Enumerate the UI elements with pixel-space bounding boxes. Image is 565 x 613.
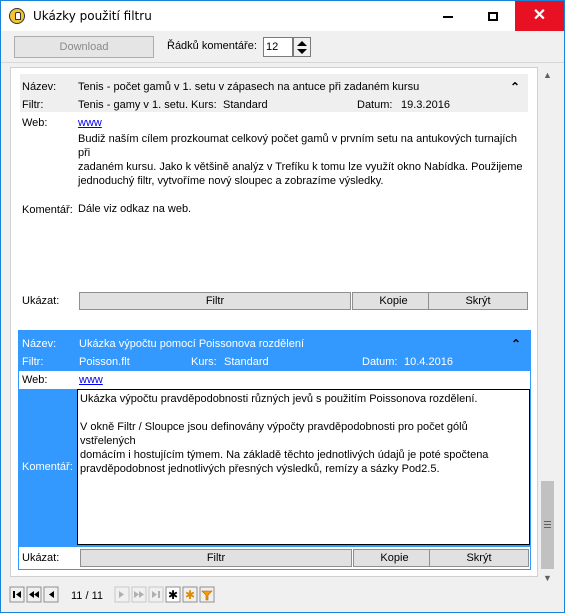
filter-label: Filtr: <box>22 99 44 111</box>
grip-icon <box>544 521 551 528</box>
date-label: Datum: <box>357 99 393 111</box>
prev-page-icon[interactable] <box>27 587 41 602</box>
scroll-down-icon[interactable]: ▼ <box>543 573 552 583</box>
collapse-chevron-icon[interactable]: ⌃ <box>509 80 521 94</box>
vertical-scrollbar[interactable] <box>539 67 556 587</box>
comment-label: Komentář: <box>22 461 73 473</box>
delete-record-icon[interactable] <box>183 587 197 602</box>
close-button[interactable] <box>515 1 564 31</box>
scroll-thumb[interactable] <box>541 481 554 569</box>
name-label: Název: <box>22 338 57 350</box>
next-record-icon[interactable] <box>115 587 129 602</box>
record-course: Standard <box>223 99 268 111</box>
record-date: 19.3.2016 <box>401 99 450 111</box>
comment-line: pravděpodobnost jednotlivých přesných výsledků, remízy a sázky Pod2.5. <box>80 463 440 475</box>
app-icon <box>9 8 25 24</box>
course-label: Kurs: <box>191 99 217 111</box>
svg-text:✱: ✱ <box>184 588 196 602</box>
record-card-selected[interactable] <box>18 330 531 570</box>
course-label: Kurs: <box>191 356 217 368</box>
record-name: Ukázka výpočtu pomocí Poissonova rozdělení <box>79 338 305 350</box>
new-record-icon[interactable] <box>166 587 180 602</box>
copy-button[interactable]: Kopie <box>352 292 435 310</box>
copy-button[interactable]: Kopie <box>353 549 436 567</box>
minimize-button[interactable] <box>425 1 470 31</box>
record-filter: Tenis - gamy v 1. setu. <box>78 99 189 111</box>
collapse-chevron-icon[interactable]: ⌃ <box>510 337 522 351</box>
comment-rows-input[interactable]: 12 <box>263 37 293 57</box>
record-position: 11 / 11 <box>71 590 104 602</box>
comment-label: Komentář: <box>22 204 73 216</box>
download-button[interactable]: Download <box>14 36 154 58</box>
toolbar <box>1 31 564 63</box>
description-line: Budiž naším cílem prozkoumat celkový počet gamů v prvním setu na antukových turnajích při <box>78 133 517 159</box>
maximize-button[interactable] <box>470 1 515 31</box>
spin-up-icon[interactable] <box>297 41 307 46</box>
comment-line: V okně Filtr / Sloupce jsou definovány výpočty pravděpodobnosti pro počet gólů vstřelených <box>80 421 468 447</box>
scroll-up-icon[interactable]: ▲ <box>543 70 552 80</box>
record-card <box>11 68 537 318</box>
name-label: Název: <box>22 81 57 93</box>
comment-box[interactable] <box>77 389 530 545</box>
record-filter: Poisson.flt <box>79 356 130 368</box>
record-date: 10.4.2016 <box>404 356 453 368</box>
date-label: Datum: <box>362 356 398 368</box>
comment-line <box>80 406 525 420</box>
minimize-icon <box>443 16 453 18</box>
record-description <box>78 132 528 216</box>
filter-label: Filtr: <box>22 356 44 368</box>
next-page-icon[interactable] <box>132 587 146 602</box>
description-line: zadaném kursu. Jako k většině analýz v Trefíku k tomu lze využít okno Nabídka. Použijeme <box>78 161 523 173</box>
description-line: jednoduchý filtr, vytvoříme nový sloupec a zobrazíme výsledky. <box>78 175 384 187</box>
record-comment <box>80 392 525 476</box>
record-course: Standard <box>224 356 269 368</box>
comment-line: Ukázka výpočtu pravděpodobnosti různých jevů s použitím Poissonova rozdělení. <box>80 393 478 405</box>
description-line: Dále viz odkaz na web. <box>78 203 192 215</box>
maximize-icon <box>488 12 498 21</box>
title-bar[interactable] <box>1 1 564 31</box>
first-record-icon[interactable] <box>10 587 24 602</box>
spin-down-icon[interactable] <box>297 49 307 54</box>
filter-button[interactable]: Filtr <box>80 549 352 567</box>
hide-button[interactable]: Skrýt <box>428 292 528 310</box>
records-panel <box>10 67 538 577</box>
prev-record-icon[interactable] <box>44 587 58 602</box>
record-navigator <box>1 583 564 612</box>
web-link[interactable]: www <box>79 374 103 386</box>
comment-line: domácím i hostujícím týmem. Na základě těchto jednotlivých údajů je poté spočtena <box>80 449 489 461</box>
show-label: Ukázat: <box>22 295 60 307</box>
window-title: Ukázky použití filtru <box>33 9 152 23</box>
record-name: Tenis - počet gamů v 1. setu v zápasech na antuce při zadaném kursu <box>78 81 420 93</box>
web-label: Web: <box>22 374 48 386</box>
comment-rows-spinner[interactable] <box>293 37 311 57</box>
svg-text:✱: ✱ <box>167 588 179 602</box>
comment-rows-label: Řádků komentáře: <box>167 40 257 52</box>
show-label: Ukázat: <box>22 552 60 564</box>
description-line <box>78 188 528 202</box>
navigator-icons <box>9 583 239 612</box>
last-record-icon[interactable] <box>149 587 163 602</box>
web-label: Web: <box>22 117 48 129</box>
web-link[interactable]: www <box>78 117 102 129</box>
filter-button[interactable]: Filtr <box>79 292 351 310</box>
filter-icon[interactable] <box>200 587 214 602</box>
hide-button[interactable]: Skrýt <box>429 549 529 567</box>
close-icon: ✕ <box>532 7 547 24</box>
